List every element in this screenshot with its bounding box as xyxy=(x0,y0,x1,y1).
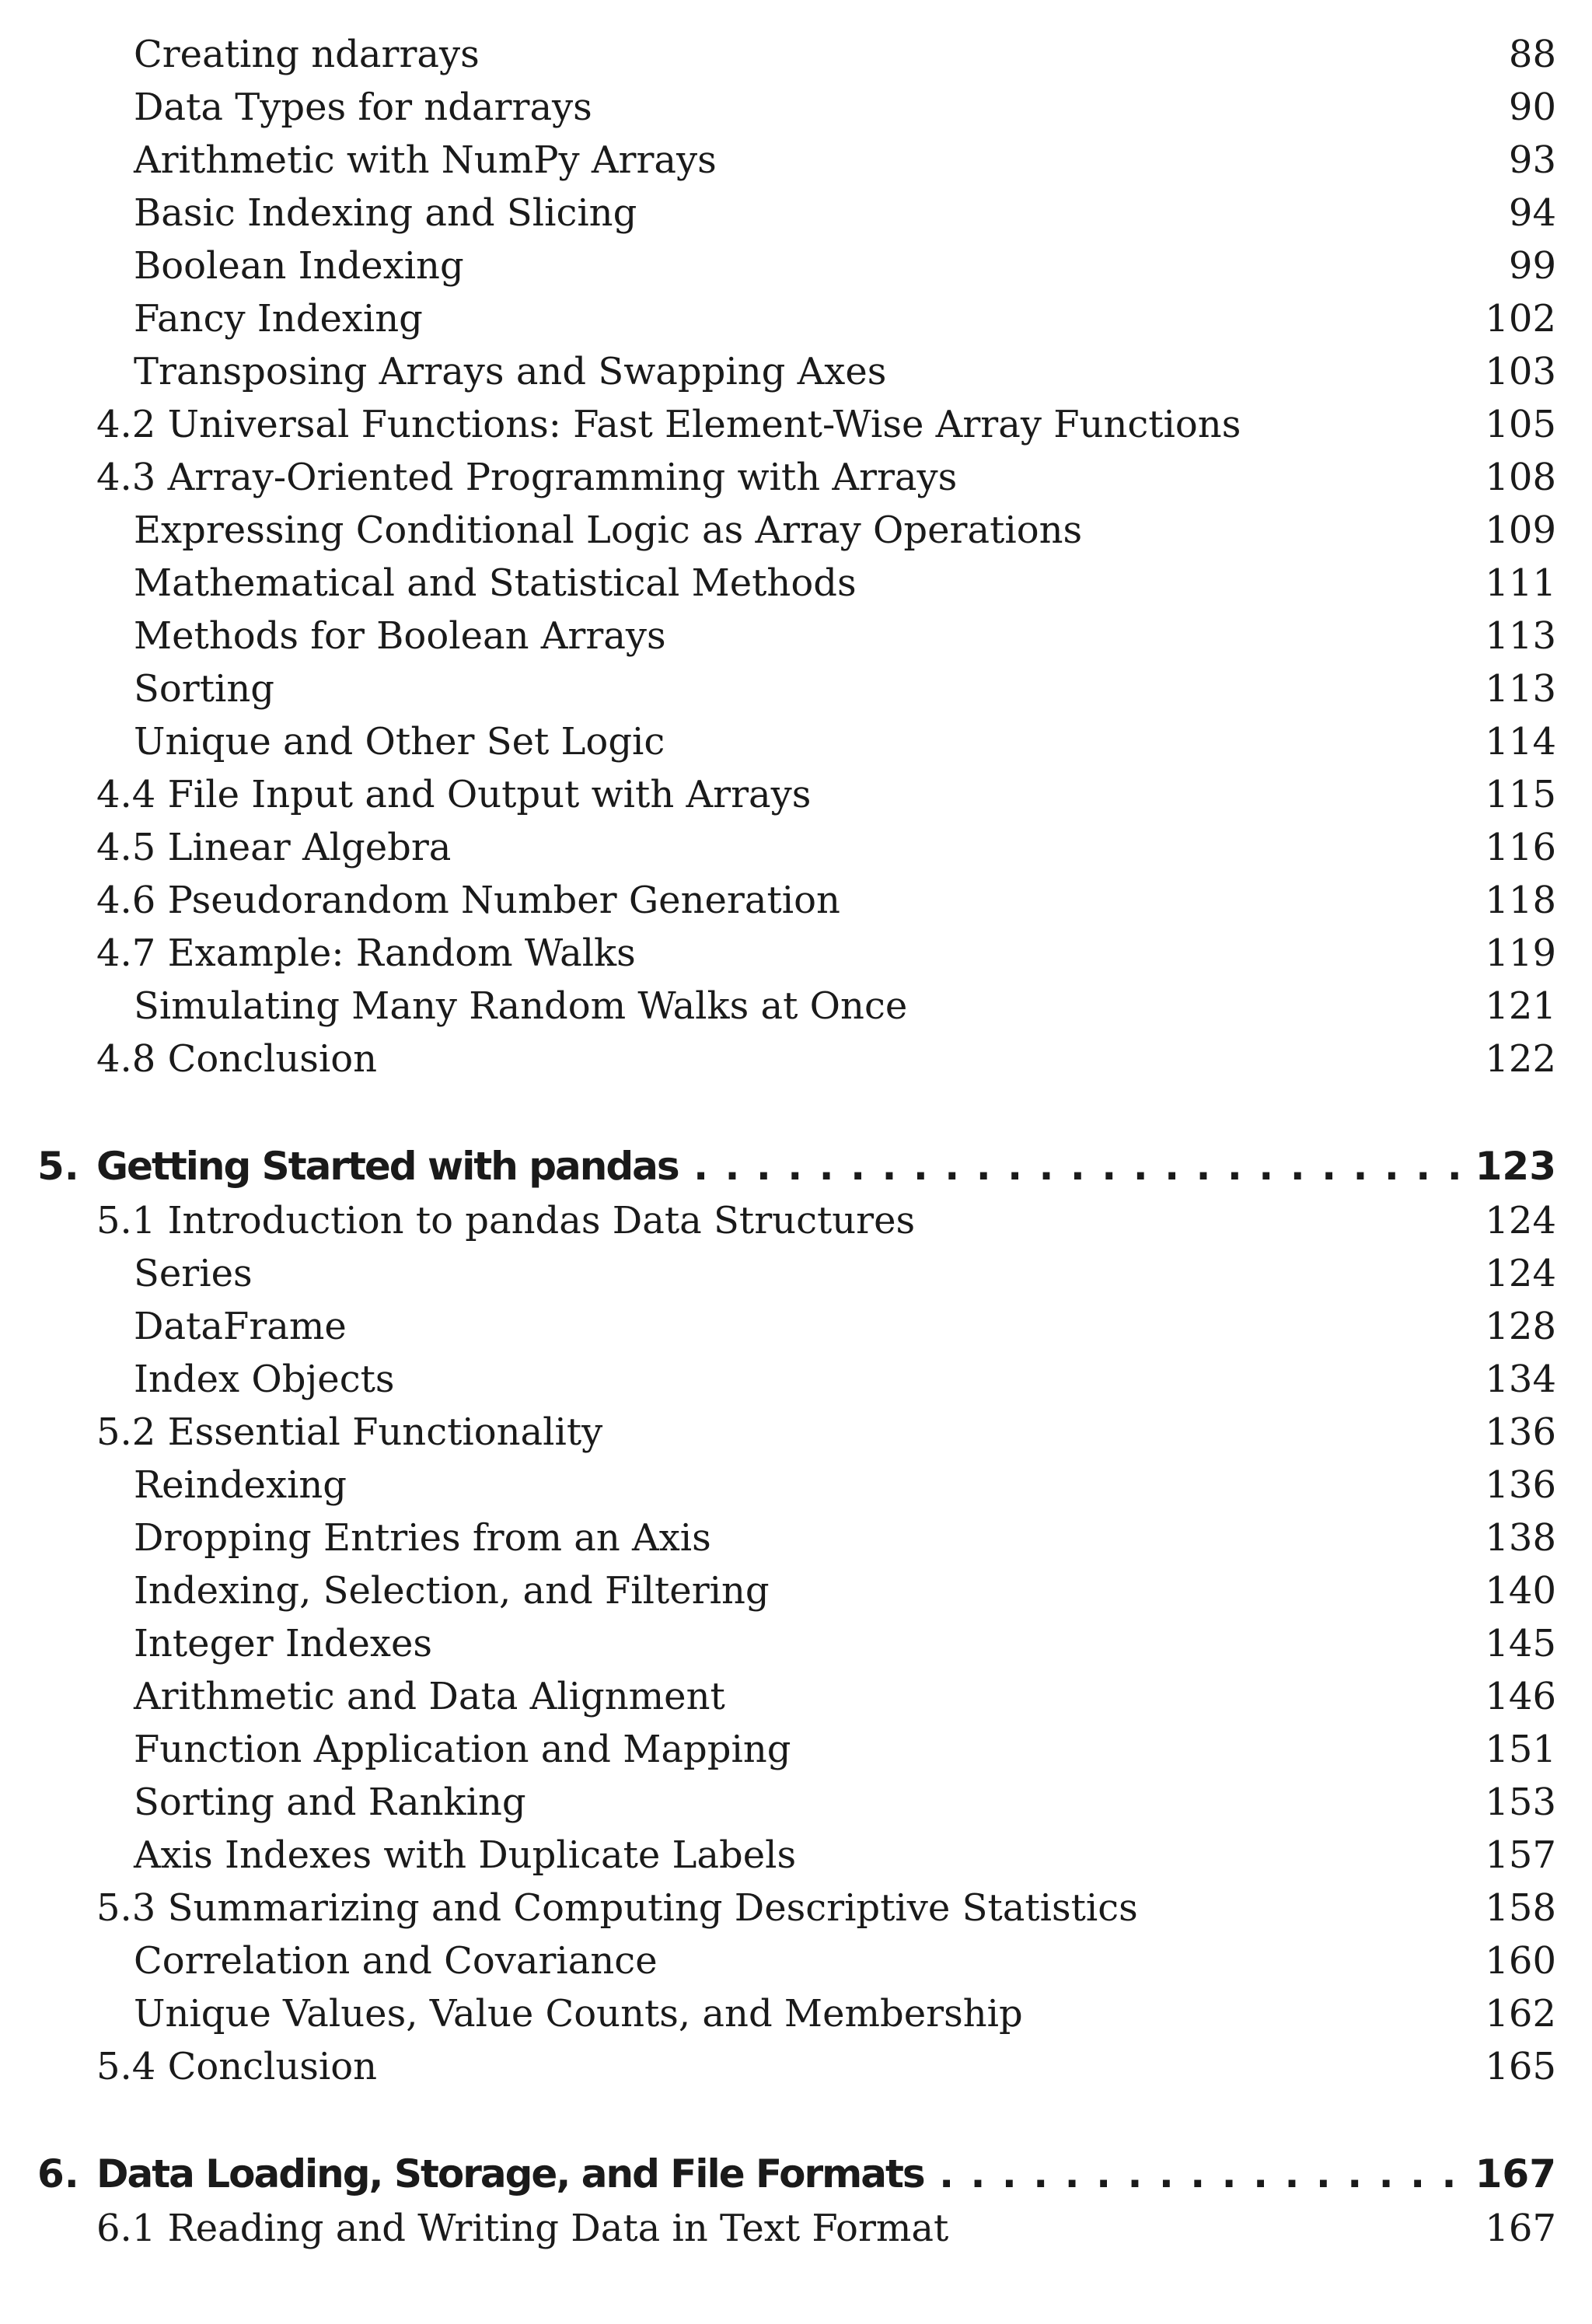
toc-section-entry xyxy=(0,2202,1592,2255)
page-number: 136 xyxy=(1485,1410,1556,1454)
page-number: 113 xyxy=(1485,667,1556,711)
entry-title: Fancy Indexing xyxy=(134,297,423,341)
entry-title: Reindexing xyxy=(134,1463,347,1507)
entry-title: 4.2 Universal Functions: Fast Element-Wise Array Functions xyxy=(96,403,1241,446)
toc-subsection-entry xyxy=(0,715,1592,768)
entry-title: Transposing Arrays and Swapping Axes xyxy=(134,350,887,393)
entry-title: Dropping Entries from an Axis xyxy=(134,1516,711,1560)
toc-subsection-entry xyxy=(0,1300,1592,1353)
page-number: 124 xyxy=(1485,1199,1556,1242)
page-number: 118 xyxy=(1485,879,1556,922)
page-number: 121 xyxy=(1485,984,1556,1028)
page-number: 99 xyxy=(1508,244,1556,288)
toc-subsection-entry xyxy=(0,1776,1592,1829)
page-number: 122 xyxy=(1485,1037,1556,1081)
page-number: 90 xyxy=(1508,86,1556,129)
toc-subsection-entry xyxy=(0,1459,1592,1511)
page-number: 119 xyxy=(1485,931,1556,975)
page-number: 153 xyxy=(1485,1781,1556,1824)
entry-title: DataFrame xyxy=(134,1305,347,1348)
page-number: 93 xyxy=(1508,138,1556,182)
entry-title: 4.3 Array-Oriented Programming with Arrays xyxy=(96,456,958,499)
toc-subsection-entry xyxy=(0,1353,1592,1406)
page-number: 157 xyxy=(1485,1833,1556,1877)
page-number: 162 xyxy=(1485,1992,1556,2036)
page-number: 151 xyxy=(1485,1728,1556,1771)
page-number: 165 xyxy=(1485,2045,1556,2088)
toc-subsection-entry xyxy=(0,1564,1592,1617)
page-number: 167 xyxy=(1485,2207,1556,2250)
entry-title: 5.4 Conclusion xyxy=(96,2045,378,2088)
entry-title: Function Application and Mapping xyxy=(134,1728,791,1771)
chapter-number: 6. xyxy=(37,2151,79,2196)
table-of-contents xyxy=(0,28,1592,2255)
entry-title: 4.7 Example: Random Walks xyxy=(96,931,636,975)
page-number: 109 xyxy=(1485,508,1556,552)
entry-title: Data Types for ndarrays xyxy=(134,86,592,129)
chapter-number: 5. xyxy=(37,1144,79,1189)
toc-section-entry xyxy=(0,398,1592,451)
entry-title: 5.3 Summarizing and Computing Descriptive Statistics xyxy=(96,1886,1138,1930)
toc-subsection-entry xyxy=(0,1670,1592,1723)
entry-title: Data Loading, Storage, and File Formats . . . xyxy=(96,2146,1475,2202)
page-number: 128 xyxy=(1485,1305,1556,1348)
page-number: 136 xyxy=(1485,1463,1556,1507)
entry-title: Getting Started with pandas . . . xyxy=(96,1138,1475,1194)
page-number: 146 xyxy=(1485,1675,1556,1718)
toc-section-entry xyxy=(0,1882,1592,1934)
page-number: 145 xyxy=(1485,1622,1556,1665)
toc-subsection-entry xyxy=(0,1511,1592,1564)
entry-title: Arithmetic and Data Alignment xyxy=(134,1675,725,1718)
entry-title: 6.1 Reading and Writing Data in Text Format xyxy=(96,2207,949,2250)
page-number: 88 xyxy=(1508,33,1556,76)
page-number: 113 xyxy=(1485,614,1556,658)
page-number: 124 xyxy=(1485,1252,1556,1295)
toc-subsection-entry xyxy=(0,504,1592,557)
toc-subsection-entry xyxy=(0,662,1592,715)
toc-subsection-entry xyxy=(0,1617,1592,1670)
entry-title: Boolean Indexing xyxy=(134,244,464,288)
page-number: 105 xyxy=(1485,403,1556,446)
toc-subsection-entry xyxy=(0,28,1592,81)
entry-title: Correlation and Covariance xyxy=(134,1939,658,1983)
entry-title: Unique Values, Value Counts, and Membership xyxy=(134,1992,1023,2036)
page-number: 94 xyxy=(1508,191,1556,235)
page-number: 158 xyxy=(1485,1886,1556,1930)
entry-title: 4.6 Pseudorandom Number Generation xyxy=(96,879,840,922)
section-gap xyxy=(0,1085,1592,1138)
page-number: 167 xyxy=(1475,2151,1556,2196)
toc-section-entry xyxy=(0,927,1592,980)
entry-title: Mathematical and Statistical Methods xyxy=(134,561,857,605)
entry-title: Integer Indexes xyxy=(134,1622,433,1665)
entry-title: Sorting xyxy=(134,667,275,711)
toc-subsection-entry xyxy=(0,345,1592,398)
entry-title: 4.4 File Input and Output with Arrays xyxy=(96,773,812,816)
entry-title: 4.8 Conclusion xyxy=(96,1037,378,1081)
toc-subsection-entry xyxy=(0,239,1592,292)
toc-section-entry xyxy=(0,768,1592,821)
toc-section-entry xyxy=(0,2040,1592,2093)
page-number: 116 xyxy=(1485,826,1556,869)
entry-title: Axis Indexes with Duplicate Labels xyxy=(134,1833,797,1877)
entry-title: Expressing Conditional Logic as Array Operations xyxy=(134,508,1083,552)
toc-subsection-entry xyxy=(0,980,1592,1033)
page-number: 103 xyxy=(1485,350,1556,393)
entry-title: Index Objects xyxy=(134,1358,395,1401)
entry-title: 4.5 Linear Algebra xyxy=(96,826,452,869)
entry-title: Simulating Many Random Walks at Once xyxy=(134,984,908,1028)
toc-subsection-entry xyxy=(0,1247,1592,1300)
entry-title: Methods for Boolean Arrays xyxy=(134,614,666,658)
section-gap xyxy=(0,2093,1592,2146)
page-number: 108 xyxy=(1485,456,1556,499)
toc-chapter-entry xyxy=(0,1138,1592,1194)
toc-section-entry xyxy=(0,874,1592,927)
toc-subsection-entry xyxy=(0,1987,1592,2040)
toc-subsection-entry xyxy=(0,134,1592,187)
page-number: 123 xyxy=(1475,1144,1556,1189)
toc-subsection-entry xyxy=(0,610,1592,662)
toc-section-entry xyxy=(0,821,1592,874)
toc-subsection-entry xyxy=(0,1723,1592,1776)
toc-section-entry xyxy=(0,1033,1592,1085)
entry-title: Unique and Other Set Logic xyxy=(134,720,665,764)
page-number: 111 xyxy=(1485,561,1556,605)
page-number: 140 xyxy=(1485,1569,1556,1613)
entry-title: 5.1 Introduction to pandas Data Structures xyxy=(96,1199,916,1242)
toc-subsection-entry xyxy=(0,187,1592,239)
entry-title: 5.2 Essential Functionality xyxy=(96,1410,603,1454)
toc-chapter-entry xyxy=(0,2146,1592,2202)
page-number: 160 xyxy=(1485,1939,1556,1983)
entry-title: Series xyxy=(134,1252,253,1295)
toc-section-entry xyxy=(0,451,1592,504)
entry-title: Indexing, Selection, and Filtering xyxy=(134,1569,770,1613)
page-number: 115 xyxy=(1485,773,1556,816)
entry-title: Sorting and Ranking xyxy=(134,1781,526,1824)
toc-subsection-entry xyxy=(0,292,1592,345)
page-number: 114 xyxy=(1485,720,1556,764)
page-number: 102 xyxy=(1485,297,1556,341)
toc-section-entry xyxy=(0,1406,1592,1459)
page-number: 134 xyxy=(1485,1358,1556,1401)
toc-subsection-entry xyxy=(0,1934,1592,1987)
toc-section-entry xyxy=(0,1194,1592,1247)
toc-subsection-entry xyxy=(0,81,1592,134)
toc-subsection-entry xyxy=(0,1829,1592,1882)
page-number: 138 xyxy=(1485,1516,1556,1560)
toc-subsection-entry xyxy=(0,557,1592,610)
entry-title: Arithmetic with NumPy Arrays xyxy=(134,138,717,182)
entry-title: Creating ndarrays xyxy=(134,33,480,76)
entry-title: Basic Indexing and Slicing xyxy=(134,191,637,235)
